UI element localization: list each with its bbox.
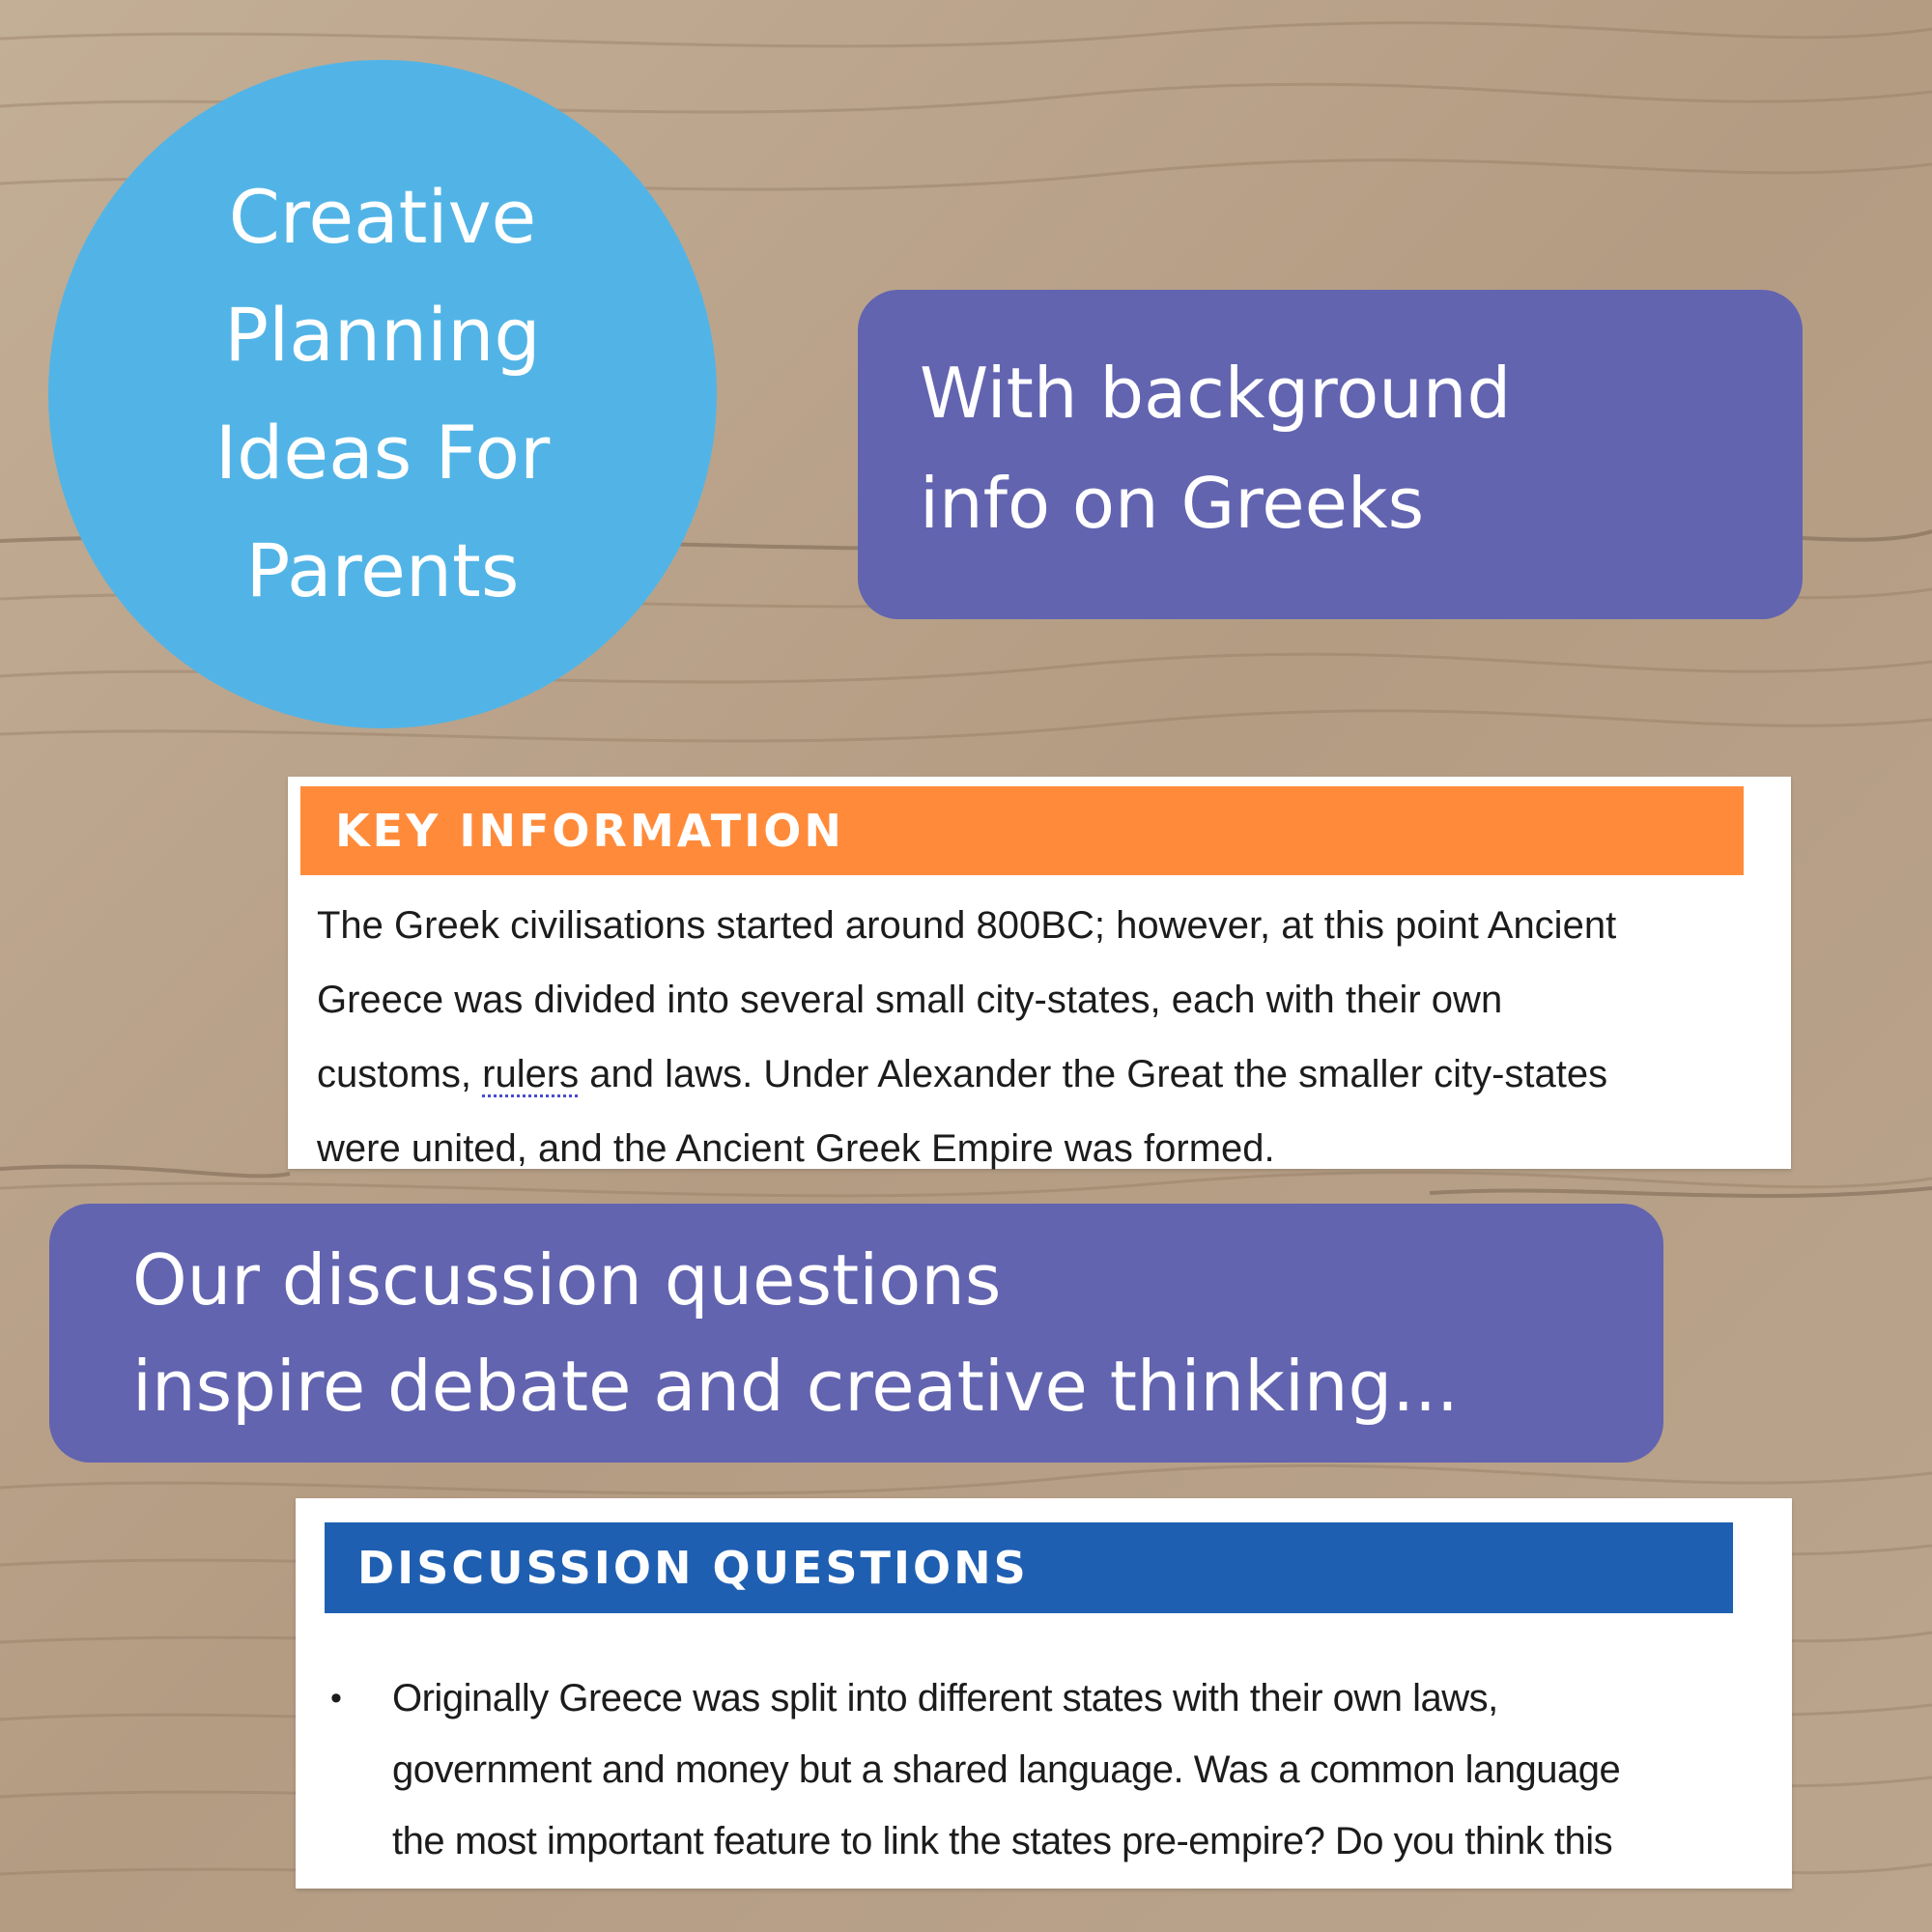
- discussion-promo-line-1: Our discussion questions: [132, 1239, 1002, 1321]
- title-line-1: Creative: [228, 174, 537, 260]
- key-info-line-4: were united, and the Ancient Greek Empire was formed.: [317, 1127, 1275, 1170]
- spellcheck-underlined-word: rulers: [482, 1053, 580, 1095]
- question-line-3: the most important feature to link the states pre-empire? Do you think this: [392, 1820, 1613, 1862]
- background-info-box: [858, 290, 1803, 619]
- key-information-card: [288, 777, 1791, 1169]
- discussion-questions-card: [296, 1498, 1792, 1889]
- key-info-line-3: [317, 1037, 1781, 1112]
- discussion-questions-heading: DISCUSSION QUESTIONS: [357, 1542, 1029, 1594]
- key-information-banner: [300, 786, 1744, 875]
- title-line-2: Planning: [224, 292, 541, 378]
- discussion-promo-text: [132, 1227, 1459, 1439]
- discussion-questions-banner: [325, 1522, 1733, 1613]
- discussion-promo-box: [49, 1204, 1663, 1463]
- question-line-1: Originally Greece was split into different states with their own laws,: [392, 1677, 1498, 1719]
- key-info-line-3-end: and laws. Under Alexander the Great the smaller city-states: [579, 1053, 1608, 1095]
- background-info-line-1: With background: [920, 353, 1512, 434]
- key-info-line-3-start: customs,: [317, 1053, 483, 1095]
- key-information-body: [317, 889, 1781, 1186]
- bullet-point: •: [330, 1680, 342, 1717]
- title-line-3: Ideas For: [214, 410, 551, 496]
- key-info-line-2: Greece was divided into several small city-states, each with their own: [317, 979, 1503, 1021]
- background-info-line-2: info on Greeks: [920, 463, 1425, 544]
- title-circle-badge: [48, 60, 717, 728]
- question-text: [392, 1662, 1620, 1877]
- key-information-heading: KEY INFORMATION: [335, 805, 844, 857]
- question-line-2: government and money but a shared language. Was a common language: [392, 1748, 1621, 1791]
- title-line-4: Parents: [245, 527, 520, 613]
- background-info-text: [920, 338, 1511, 558]
- key-info-line-1: The Greek civilisations started around 800BC; however, at this point Ancient: [317, 904, 1617, 947]
- discussion-promo-line-2: inspire debate and creative thinking...: [132, 1346, 1459, 1427]
